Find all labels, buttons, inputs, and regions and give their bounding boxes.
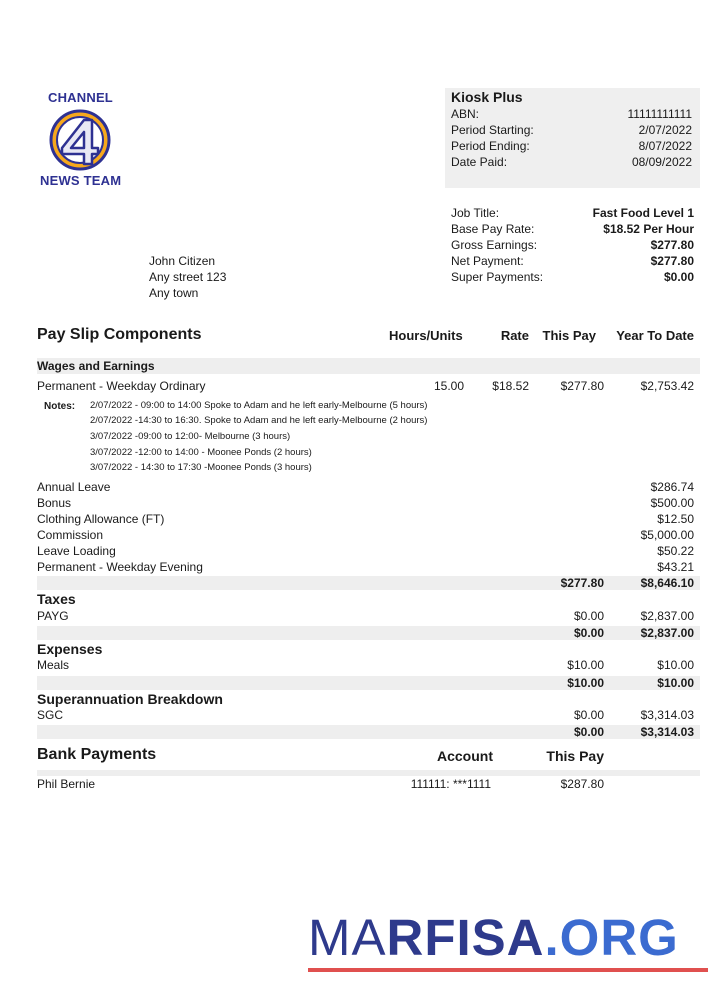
wages-main-rate: $18.52 <box>492 379 529 393</box>
abn-value: 11111111111 <box>627 107 692 121</box>
note-line: 2/07/2022 -14:30 to 16:30. Spoke to Adam and he left early-Melbourne (2 hours) <box>90 415 428 426</box>
bank-amount: $287.80 <box>560 777 604 791</box>
watermark-part2: RFISA <box>386 909 545 966</box>
period-end-label: Period Ending: <box>451 139 530 153</box>
bank-divider <box>37 770 700 776</box>
watermark-part1: MA <box>308 909 387 966</box>
clothing-allowance-ytd: $12.50 <box>657 512 694 526</box>
bank-this-pay-header: This Pay <box>546 748 604 764</box>
marfisa-watermark <box>308 908 679 967</box>
note-line: 3/07/2022 -12:00 to 14:00 - Moonee Ponds (2 hours) <box>90 447 312 458</box>
wages-main-this-pay: $277.80 <box>560 379 604 393</box>
weekday-evening-label: Permanent - Weekday Evening <box>37 560 203 574</box>
commission-label: Commission <box>37 528 104 542</box>
super-payments-value: $0.00 <box>663 270 694 284</box>
bonus-ytd: $500.00 <box>650 496 694 510</box>
leave-loading-label: Leave Loading <box>37 544 116 558</box>
period-end-value: 8/07/2022 <box>638 139 692 153</box>
sgc-label: SGC <box>37 708 64 722</box>
job-title-value: Fast Food Level 1 <box>592 206 694 220</box>
channel-4-emblem-icon <box>48 108 112 172</box>
job-title-label: Job Title: <box>451 206 500 220</box>
base-rate-value: $18.52 Per Hour <box>603 222 694 236</box>
wages-total-this-pay: $277.80 <box>560 576 604 590</box>
net-payment-value: $277.80 <box>650 254 694 268</box>
note-line: 3/07/2022 - 14:30 to 17:30 -Moonee Ponds (3 hours) <box>90 462 312 473</box>
wages-main-ytd: $2,753.42 <box>640 379 694 393</box>
components-title: Pay Slip Components <box>37 326 202 343</box>
wages-total-ytd: $8,646.10 <box>640 576 694 590</box>
gross-earnings-value: $277.80 <box>650 238 694 252</box>
meals-this-pay: $10.00 <box>567 658 604 672</box>
company-name: Kiosk Plus <box>451 89 523 105</box>
payg-label: PAYG <box>37 609 69 623</box>
wages-main-hours: 15.00 <box>433 379 464 393</box>
employee-name: John Citizen <box>149 254 216 268</box>
expenses-total-this-pay: $10.00 <box>567 676 604 690</box>
payg-this-pay: $0.00 <box>573 609 604 623</box>
watermark-part3: .ORG <box>544 909 679 966</box>
gross-earnings-label: Gross Earnings: <box>451 238 538 252</box>
employee-street: Any street 123 <box>149 270 227 284</box>
expenses-title: Expenses <box>37 641 103 657</box>
bank-payee-name: Phil Bernie <box>37 777 96 791</box>
super-title: Superannuation Breakdown <box>37 691 223 707</box>
logo-top-text: CHANNEL <box>48 90 113 105</box>
sgc-ytd: $3,314.03 <box>640 708 694 722</box>
company-info-box <box>445 88 700 188</box>
note-line: 2/07/2022 - 09:00 to 14:00 Spoke to Adam and he left early-Melbourne (5 hours) <box>90 400 428 411</box>
date-paid-value: 08/09/2022 <box>631 155 692 169</box>
logo-bottom-text: NEWS TEAM <box>40 173 122 188</box>
clothing-allowance-label: Clothing Allowance (FT) <box>37 512 165 526</box>
ytd-header: Year To Date <box>616 328 694 343</box>
note-line: 3/07/2022 -09:00 to 12:00- Melbourne (3 hours) <box>90 431 291 442</box>
bank-account: 111111: ***1111 <box>410 777 491 791</box>
watermark-underline <box>308 968 708 972</box>
abn-label: ABN: <box>451 107 480 121</box>
super-total-ytd: $3,314.03 <box>640 725 694 739</box>
sgc-this-pay: $0.00 <box>573 708 604 722</box>
base-rate-label: Base Pay Rate: <box>451 222 535 236</box>
meals-label: Meals <box>37 658 70 672</box>
date-paid-label: Date Paid: <box>451 155 508 169</box>
notes-label: Notes: <box>44 401 76 412</box>
taxes-title: Taxes <box>37 591 76 607</box>
annual-leave-ytd: $286.74 <box>650 480 694 494</box>
super-payments-label: Super Payments: <box>451 270 544 284</box>
weekday-evening-ytd: $43.21 <box>657 560 694 574</box>
employee-town: Any town <box>149 286 199 300</box>
expenses-total-ytd: $10.00 <box>657 676 694 690</box>
net-payment-label: Net Payment: <box>451 254 524 268</box>
period-start-label: Period Starting: <box>451 123 534 137</box>
taxes-total-this-pay: $0.00 <box>573 626 604 640</box>
annual-leave-label: Annual Leave <box>37 480 111 494</box>
this-pay-header: This Pay <box>542 328 596 343</box>
meals-ytd: $10.00 <box>657 658 694 672</box>
bank-title: Bank Payments <box>37 746 157 763</box>
commission-ytd: $5,000.00 <box>640 528 694 542</box>
bonus-label: Bonus <box>37 496 72 510</box>
channel-logo <box>48 108 112 177</box>
account-header: Account <box>437 748 493 764</box>
super-total-this-pay: $0.00 <box>573 725 604 739</box>
rate-header: Rate <box>500 328 529 343</box>
leave-loading-ytd: $50.22 <box>657 544 694 558</box>
payg-ytd: $2,837.00 <box>640 609 694 623</box>
period-start-value: 2/07/2022 <box>638 123 692 137</box>
wages-main-label: Permanent - Weekday Ordinary <box>37 379 206 393</box>
wages-title: Wages and Earnings <box>37 359 155 373</box>
hours-header: Hours/Units <box>389 328 463 343</box>
taxes-total-ytd: $2,837.00 <box>640 626 694 640</box>
